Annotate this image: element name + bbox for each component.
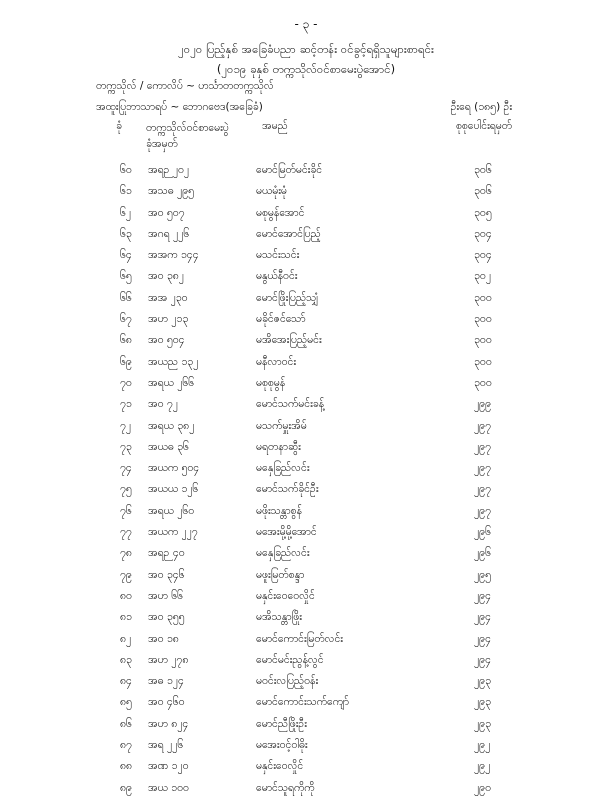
roll-number: အဏ ၁၂၀: [148, 760, 189, 773]
student-name: မောင်ညီဖြိုးဦး: [256, 717, 307, 730]
table-row: [0, 183, 612, 204]
table-row: [0, 631, 612, 652]
total-score: ၃၀၀: [474, 313, 492, 326]
row-number: ၇၇: [120, 526, 132, 539]
total-score: ၂၉၆: [474, 547, 491, 560]
total-score: ၃၀၄: [474, 249, 492, 262]
student-name: မောင်မင်းညွန့်လွင်: [256, 653, 324, 666]
student-name: မောင်သူရကိုကို: [256, 781, 315, 794]
row-number: ၇၅: [120, 483, 132, 496]
total-score: ၃၀၂: [474, 270, 491, 283]
roll-number: အဝ ၃၄၆: [148, 568, 185, 581]
header-no: ခုံ: [116, 120, 122, 132]
table-row: [0, 418, 612, 439]
roll-number: အဟ ၆၆: [148, 589, 184, 602]
student-name: မသင်းသင်း: [256, 249, 300, 262]
roll-number: အဓ ၁၂၄: [148, 675, 184, 688]
row-number: ၈၈: [120, 760, 132, 773]
header-roll: [146, 120, 229, 152]
student-name: မောင်ဖြိုးပြည့်သျှံ: [256, 291, 319, 304]
table-row: [0, 609, 612, 630]
total-score: ၂၉၇: [474, 440, 491, 453]
table-row: [0, 481, 612, 502]
table-row: [0, 162, 612, 183]
student-name: မောင်သက်မင်းခန့်: [256, 398, 325, 411]
seat-total: ဦးရေ (၁၈၅) ဦး: [450, 101, 512, 113]
row-number: ၇၀: [120, 376, 132, 389]
table-row: [0, 311, 612, 332]
row-number: ၇၁: [120, 398, 132, 411]
student-name: မစုမွန်အောင်: [256, 206, 305, 219]
student-name: မအိအေးပြည့်မင်း: [256, 334, 322, 347]
total-score: ၂၉၇: [474, 419, 491, 432]
table-row: [0, 567, 612, 588]
total-score: ၂၉၄: [474, 632, 491, 645]
row-number: ၆၅: [120, 270, 132, 283]
roll-number: အအ ၂၃၀: [148, 291, 188, 304]
total-score: ၂၉၄: [474, 653, 491, 666]
row-number: ၈၅: [120, 696, 132, 709]
student-name: မောင်အောင်ပြည့်: [256, 227, 321, 240]
student-name: မောင်မြတ်မင်းခိုင်: [256, 164, 323, 176]
student-name: မစုစုမွန်: [256, 376, 286, 389]
total-score: ၂၉၃: [474, 696, 491, 709]
roll-number: အရယ ၂၆၀: [148, 504, 195, 517]
row-number: ၆၄: [120, 249, 132, 262]
table-row: [0, 247, 612, 268]
table-row: [0, 503, 612, 524]
table-row: [0, 780, 612, 801]
roll-number: အဝ ၅၀၇: [148, 206, 185, 219]
row-number: ၆၁: [120, 185, 132, 198]
row-number: ၈၃: [120, 653, 132, 666]
roll-number: အဂရ ၂၂၆: [148, 227, 190, 240]
row-number: ၆၇: [120, 313, 132, 326]
header-roll-line1: တက္ကသိုလ်ဝင်စာမေးပွဲ: [146, 122, 229, 134]
total-score: ၃၀၀: [474, 334, 492, 347]
student-name: မောင်ကောင်းမြတ်လင်း: [256, 632, 343, 645]
row-number: ၆၃: [120, 227, 132, 240]
table-row: [0, 354, 612, 375]
student-name: မနှင်းဝေဝေလှိုင်: [256, 589, 315, 602]
total-score: ၃၀၆: [474, 185, 492, 198]
table-row: [0, 652, 612, 673]
student-name: မောင်ကောင်းသက်ကျော်: [256, 696, 350, 709]
student-name: မနွယ်နီဝင်း: [256, 270, 298, 283]
roll-number: အသဓ ၂၉၅: [148, 185, 195, 198]
row-number: ၆၀: [120, 164, 132, 176]
roll-number: အအက ၁၄၄: [148, 249, 199, 262]
row-number: ၆၆: [120, 291, 132, 304]
total-score: ၂၉၆: [474, 526, 491, 539]
table-row: [0, 268, 612, 289]
total-score: ၂၉၇: [474, 483, 491, 496]
header-name: အမည်: [262, 120, 288, 132]
roll-number: အဝ ၁၈: [148, 632, 179, 645]
document-subtitle: (၂၀၁၉ ခုနှစ် တက္ကသိုလ်ဝင်စာမေးပွဲအောင်): [216, 62, 396, 76]
row-number: ၇၈: [120, 547, 132, 560]
table-row: [0, 205, 612, 226]
row-number: ၆၉: [120, 355, 132, 368]
table-row: [0, 226, 612, 247]
roll-number: အယ ၁၀၀: [148, 781, 189, 794]
table-row: [0, 460, 612, 481]
roll-number: အရဉ ၂၀၂: [148, 164, 190, 176]
table-body: [0, 162, 612, 801]
row-number: ၇၂: [120, 419, 132, 432]
student-name: မခိုင်ဇင်သော်: [256, 313, 306, 326]
total-score: ၂၉၃: [474, 717, 491, 730]
row-number: ၆၈: [120, 334, 132, 347]
roll-number: အယည ၁၃၂: [148, 355, 199, 368]
roll-number: အဝ ၄၆၀: [148, 696, 185, 709]
roll-number: အဟ ၂၇၈: [148, 653, 189, 666]
table-row: [0, 673, 612, 694]
roll-number: အဟ ၈၂၄: [148, 717, 189, 730]
table-row: [0, 716, 612, 737]
student-name: မနှေခြည်လင်း: [256, 462, 310, 475]
student-name: မနှေခြည်လင်း: [256, 547, 310, 560]
total-score: ၃၀၀: [474, 355, 492, 368]
row-number: ၈၄: [120, 675, 132, 688]
roll-number: အယယ ၁၂၆: [148, 483, 199, 496]
total-score: ၂၉၇: [474, 462, 491, 475]
header-roll-line2: ခုံအမှတ်: [146, 138, 178, 150]
total-score: ၃၀၀: [474, 291, 492, 304]
table-row: [0, 396, 612, 417]
total-score: ၂၉၄: [474, 611, 491, 624]
roll-number: အရ ၂၂၆: [148, 739, 184, 752]
total-score: ၂၉၉: [474, 398, 491, 411]
student-name: မသက်မှူးအိမ်: [256, 419, 307, 432]
table-row: [0, 375, 612, 396]
header-score: စုစုပေါင်းရမှတ်: [455, 120, 512, 132]
student-name: မဖိုးသန္တာစွန်: [256, 504, 302, 517]
total-score: ၂၉၃: [474, 675, 491, 688]
student-name: မနီလာဝင်း: [256, 355, 296, 368]
row-number: ၈၂: [120, 632, 132, 645]
roll-number: အယက ၅၀၄: [148, 462, 200, 475]
row-number: ၈၀: [120, 589, 132, 602]
total-score: ၂၉၂: [474, 739, 491, 752]
student-name: မဝင်းလပြည့်ဝန်း: [256, 675, 319, 688]
row-number: ၇၃: [120, 440, 132, 453]
row-number: ၈၉: [120, 781, 132, 794]
total-score: ၃၀၅: [474, 206, 492, 219]
total-score: ၂၉၀: [474, 781, 491, 794]
student-name: မယမုံးမုံ: [256, 185, 287, 198]
table-header: [0, 120, 612, 152]
total-score: ၂၉၄: [474, 589, 491, 602]
table-row: [0, 758, 612, 779]
row-number: ၈၆: [120, 717, 132, 730]
student-name: မဖူးမြတ်စန္ဒာ: [256, 568, 305, 581]
major-line: အထူးပြုဘာသာရပ် ~ ဘောဂဗေဒ(အခြေခံ): [96, 101, 263, 113]
page-number: - ၃ -: [294, 17, 318, 31]
roll-number: အဝ ၃၅၅: [148, 611, 185, 624]
roll-number: အဝ ၇၂: [148, 398, 178, 411]
table-row: [0, 332, 612, 353]
roll-number: အယက ၂၂၇: [148, 526, 198, 539]
roll-number: အယဓ ၃၆: [148, 440, 189, 453]
row-number: ၈၇: [120, 739, 132, 752]
table-row: [0, 737, 612, 758]
total-score: ၂၉၅: [474, 568, 491, 581]
roll-number: အရဉ ၄၀: [148, 547, 185, 560]
total-score: ၂၉၂: [474, 760, 491, 773]
document-title: ၂၀၂၀ ပြည့်နှစ် အခြေခံပညာ ဆင့်တန်း ဝင်ခွင့်ရရှိသူများစာရင်း: [178, 42, 434, 56]
row-number: ၇၄: [120, 462, 132, 475]
total-score: ၃၀၄: [474, 227, 492, 240]
roll-number: အဝ ၅၀၄: [148, 334, 185, 347]
student-name: မနှင်းဝေလှိုင်: [256, 760, 304, 773]
student-name: မအိသန္တာဖြိုး: [256, 611, 302, 624]
row-number: ၇၉: [120, 568, 132, 581]
student-name: မရတနာဆွီး: [256, 440, 301, 453]
roll-number: အရယ ၃၈၂: [148, 419, 195, 432]
roll-number: အရယ ၂၆၆: [148, 376, 195, 389]
total-score: ၃၀၆: [474, 164, 492, 176]
row-number: ၈၁: [120, 611, 132, 624]
table-row: [0, 545, 612, 566]
university-line: တက္ကသိုလ် / ကောလိပ် ~ ဟင်္သာတတက္ကသိုလ်: [96, 80, 274, 92]
row-number: ၆၂: [120, 206, 132, 219]
table-row: [0, 694, 612, 715]
table-row: [0, 588, 612, 609]
student-name: မောင်သက်ခိုင်ဦး: [256, 483, 319, 496]
roll-number: အဟ ၂၁၃: [148, 313, 189, 326]
roll-number: အဝ ၃၈၂: [148, 270, 184, 283]
table-row: [0, 524, 612, 545]
student-name: မအေးမို့မို့အောင်: [256, 526, 317, 539]
table-row: [0, 290, 612, 311]
total-score: ၂၉၇: [474, 504, 491, 517]
total-score: ၃၀၀: [474, 376, 492, 389]
table-row: [0, 439, 612, 460]
student-name: မအေးဝင့်ဝါဓိုး: [256, 739, 308, 752]
row-number: ၇၆: [120, 504, 132, 517]
